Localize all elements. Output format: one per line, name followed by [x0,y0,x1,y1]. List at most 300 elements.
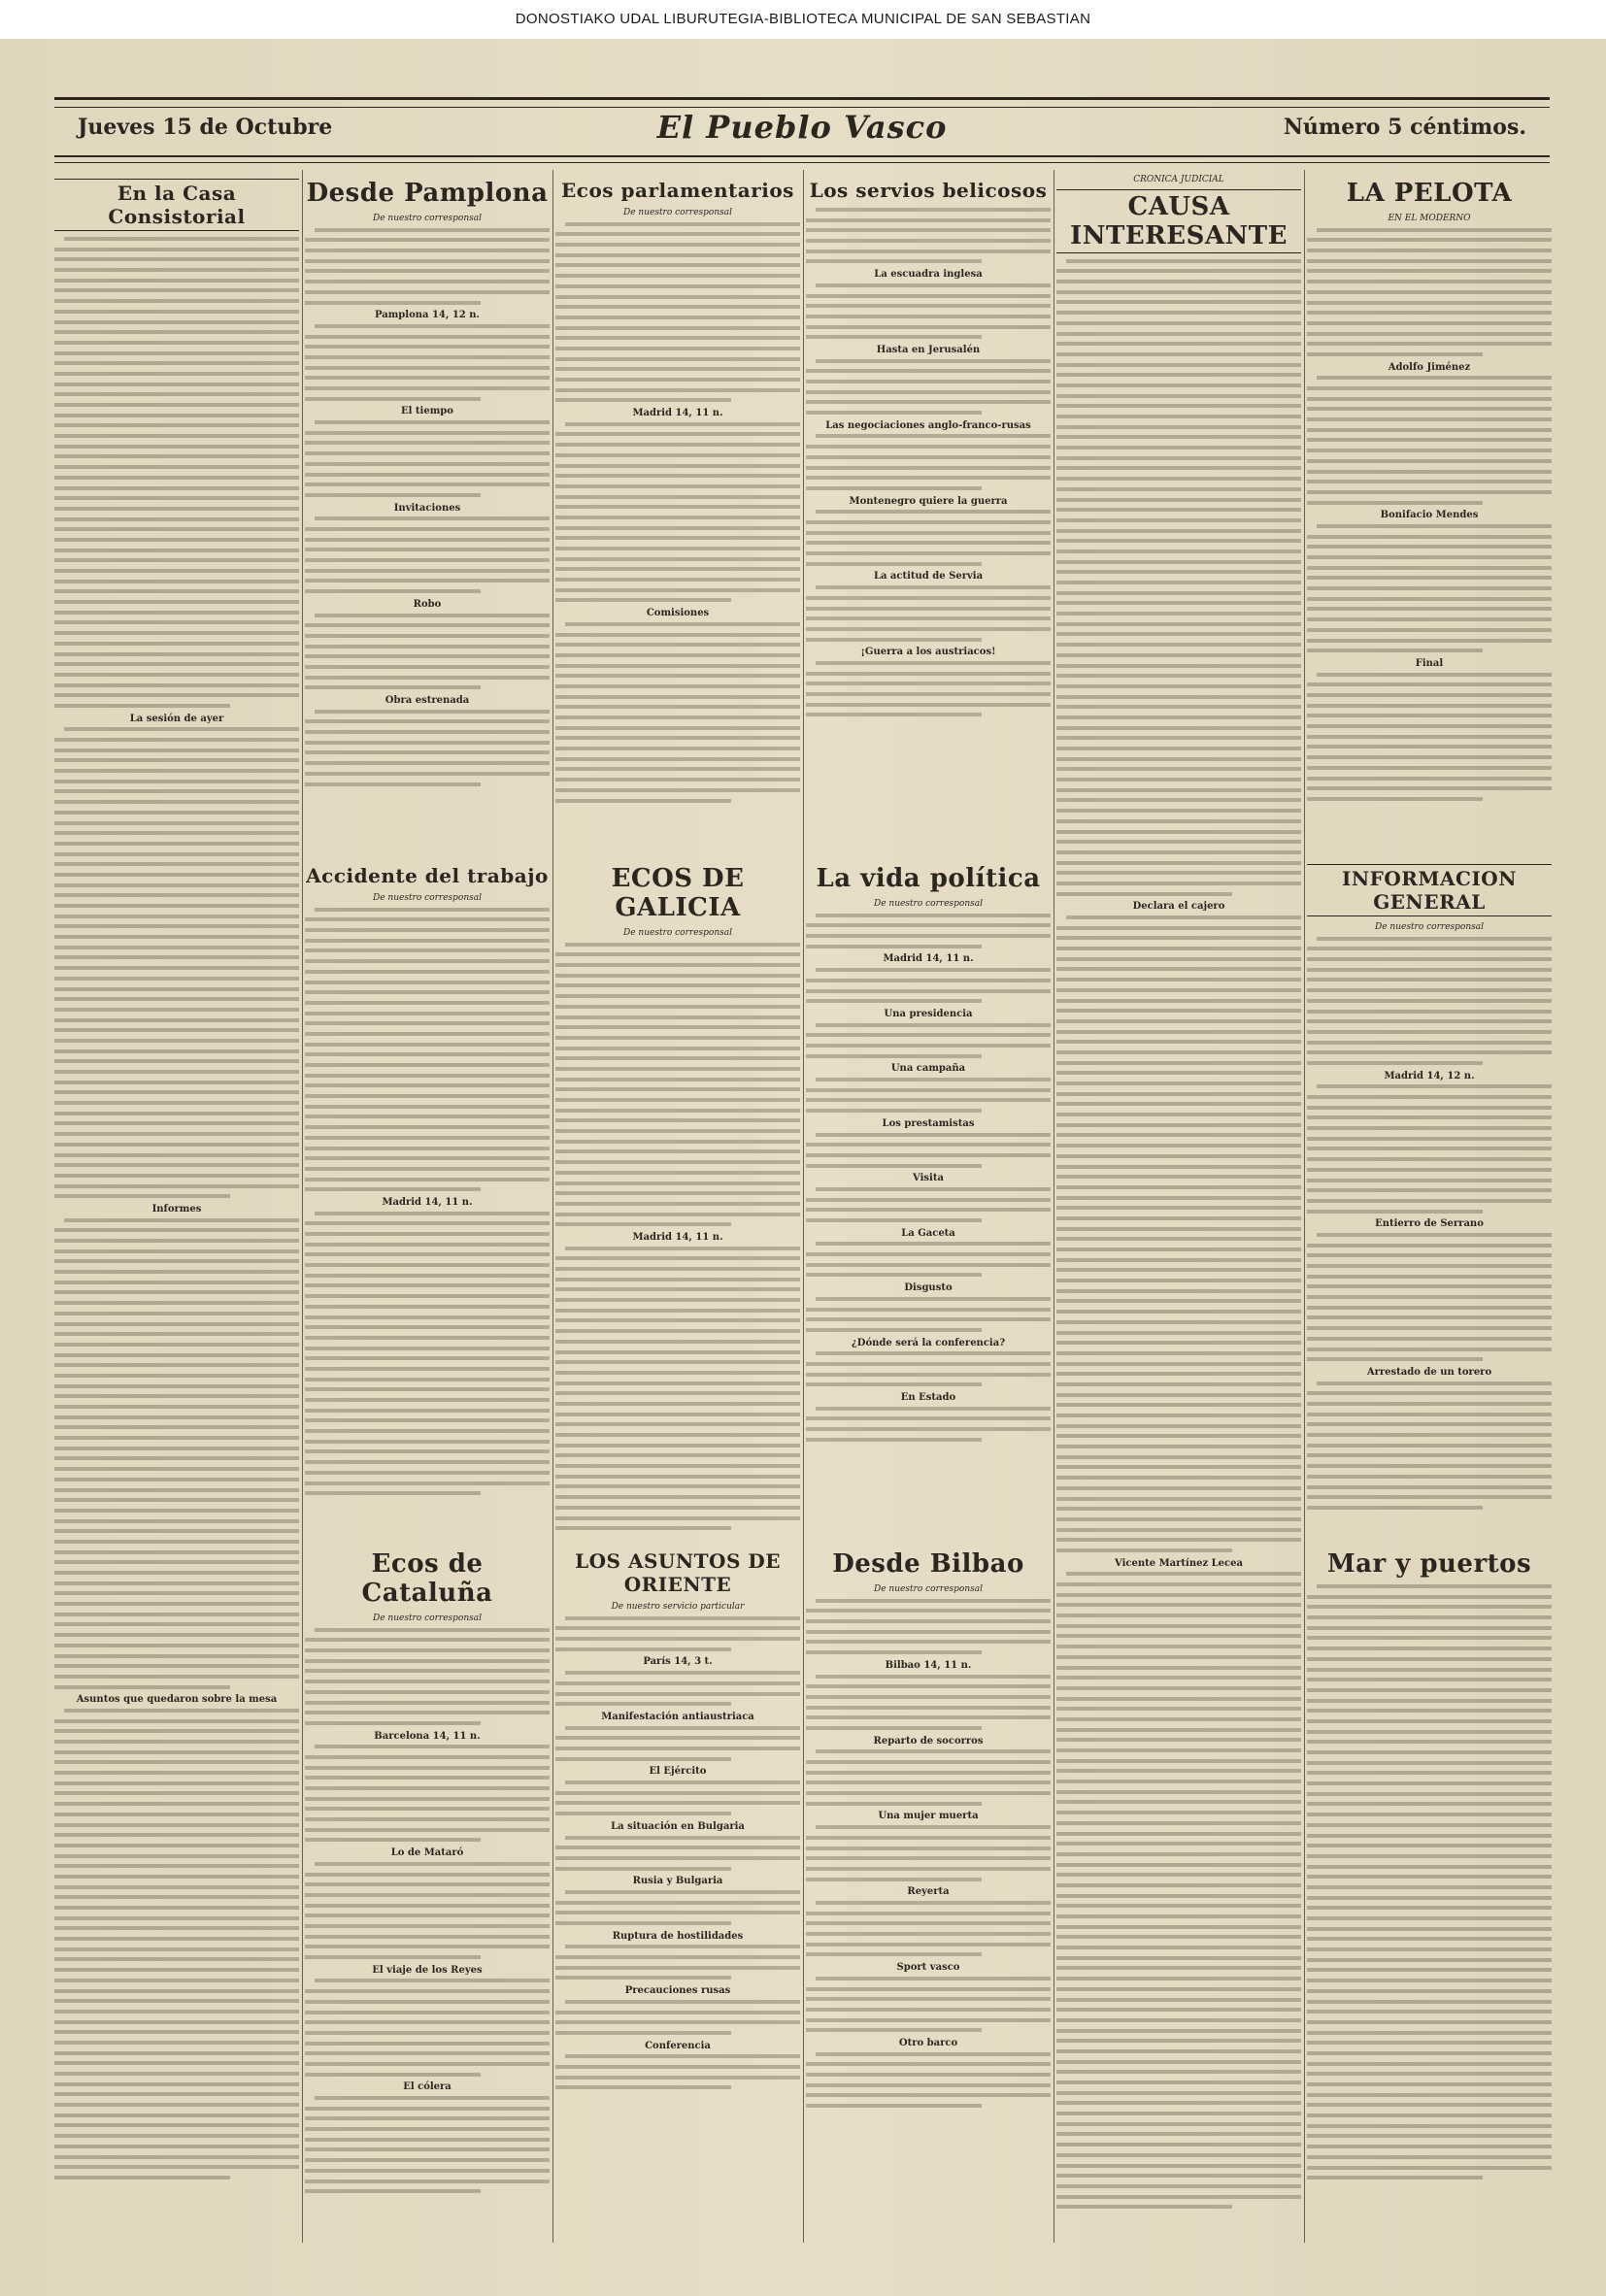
text-line [806,1878,982,1881]
text-line [565,1780,800,1784]
text-line [1307,1357,1483,1361]
text-line [555,799,731,803]
text-line [54,549,299,552]
text-line [54,1529,299,1533]
text-line [555,1475,800,1479]
text-line [806,1373,1051,1377]
text-line [555,1309,800,1313]
text-line [305,1924,550,1928]
text-line [1307,2000,1552,2004]
text-line [305,2107,550,2111]
text-line [555,1267,800,1271]
text-line [806,228,1051,232]
text-line [1056,280,1301,283]
text-line [806,541,1051,545]
text-line [1056,1935,1301,1939]
text-line [1307,988,1552,992]
text-line [806,945,982,948]
text-line [806,2062,1051,2066]
text-line [1307,1244,1552,1248]
text-line [1056,1759,1301,1763]
subheading: Rusia y Bulgaria [632,1876,723,1887]
article-headline: Los servios belicosos [809,179,1048,202]
subheading: La Gaceta [901,1227,955,1239]
text-line [1307,777,1552,781]
text-line [1056,1821,1301,1825]
text-line [1307,1402,1552,1406]
text-line [1056,1603,1301,1607]
text-line [806,1153,1051,1157]
text-line [1056,1914,1301,1918]
text-line [305,1001,550,1005]
text-line [1056,1873,1301,1877]
text-line [315,420,550,424]
text-line [54,1560,299,1564]
text-line [305,1913,550,1917]
text-line [54,769,299,773]
text-line [54,862,299,866]
text-line [1056,1645,1301,1648]
text-line [806,562,982,566]
text-line [305,2031,550,2035]
subheading: La escuadra inglesa [874,269,983,281]
text-line [54,2072,299,2076]
text-line [305,1156,550,1160]
text-line [1307,1264,1552,1268]
text-line [1056,643,1301,647]
text-line [555,1681,800,1685]
text-line [806,1208,1051,1212]
text-line [555,1213,800,1216]
text-line [54,1509,299,1513]
text-line [305,2189,481,2193]
text-line [806,682,1051,685]
text-line [54,434,299,438]
text-line [816,208,1051,212]
text-line [1056,1185,1301,1189]
text-line [1056,591,1301,595]
text-line [305,1083,550,1087]
text-line [555,1005,800,1009]
text-line [54,1018,299,1022]
text-line [1056,1320,1301,1324]
text-line [1307,1253,1552,1257]
text-line [555,516,800,519]
text-line [1056,2122,1301,2126]
text-line [806,607,1051,611]
text-line [54,2041,299,2045]
text-line [1056,967,1301,971]
text-line [1056,1299,1301,1303]
text-line [1056,1455,1301,1459]
text-line [806,672,1051,676]
text-line [54,1394,299,1398]
text-line [1056,1593,1301,1597]
text-line [305,970,550,974]
column-6 [1307,175,1552,2243]
text-line [305,462,550,466]
text-line [555,557,800,561]
text-line [54,1436,299,1440]
subheading: Robo [413,598,442,610]
text-line [1307,545,1552,549]
text-line [806,1427,1051,1431]
text-line [565,1836,800,1840]
text-line [1307,397,1552,401]
text-line [1307,1615,1552,1619]
subheading: El cólera [403,2081,452,2093]
text-line [54,288,299,292]
text-line [1056,1362,1301,1366]
text-line [555,1056,800,1060]
text-line [1056,1434,1301,1438]
text-line [806,2093,1051,2097]
text-line [54,1875,299,1879]
text-line [1307,649,1483,652]
text-line [806,411,982,415]
text-line [54,904,299,908]
text-line [305,665,550,669]
text-line [305,1690,550,1694]
text-line [1307,1989,1552,1993]
text-line [315,1862,550,1866]
article [555,1546,800,2231]
text-line [1056,1987,1301,1991]
text-line [1056,373,1301,377]
text-line [1317,673,1552,677]
text-line [1307,501,1483,505]
text-line [806,1198,1051,1202]
text-line [816,283,1051,287]
text-line [1307,428,1552,432]
text-line [1056,1351,1301,1355]
text-line [1307,1295,1552,1299]
article-headline: En la Casa Consistorial [54,179,299,231]
text-line [305,1721,481,1725]
text-line [555,1526,731,1530]
text-line [816,1242,1051,1246]
text-line [555,1036,800,1040]
text-line [555,1444,800,1447]
text-line [305,1955,481,1959]
text-line [54,1999,299,2003]
text-line [555,2020,800,2024]
text-line [1307,1453,1552,1457]
text-line [555,232,800,236]
text-line [1056,1476,1301,1480]
text-line [1056,1686,1301,1690]
subheading: Declara el cajero [1132,901,1225,913]
text-line [305,1367,550,1371]
text-line [565,422,800,426]
text-line [806,476,1051,480]
text-line [1056,1175,1301,1179]
article [555,175,800,860]
text-line [1307,1885,1552,1889]
text-line [54,1425,299,1429]
text-line [54,831,299,835]
text-line [1307,786,1552,790]
text-line [315,1628,550,1632]
text-line [1056,1206,1301,1210]
text-line [54,527,299,531]
text-line [54,1979,299,1982]
text-line [54,2082,299,2086]
text-line [555,2011,800,2014]
text-line [305,1356,550,1360]
text-line [1056,290,1301,294]
text-line [305,2169,550,2173]
article-headline: LOS ASUNTOS DE ORIENTE [575,1549,781,1596]
text-line [305,1460,550,1464]
text-line [806,1847,1051,1850]
text-line [305,981,550,984]
text-line [305,2116,550,2120]
text-line [305,473,550,477]
text-line [1056,947,1301,950]
text-line [54,2134,299,2138]
text-line [1056,2039,1301,2043]
text-line [555,1087,800,1091]
text-line [54,800,299,804]
byline: De nuestro corresponsal [1375,922,1484,932]
article [305,860,550,1546]
text-line [555,1464,800,1468]
byline: De nuestro corresponsal [623,208,732,217]
text-line [1307,2134,1552,2138]
text-line [54,383,299,386]
text-line [305,1418,550,1422]
text-line [1307,1433,1552,1437]
text-line [54,977,299,981]
text-line [1056,508,1301,512]
text-line [1056,363,1301,367]
text-line [305,1043,550,1047]
text-line [54,2176,230,2180]
text-line [1307,1284,1552,1288]
text-line [1056,840,1301,844]
text-line [305,1429,550,1433]
text-line [555,1422,800,1426]
subheading: Reyerta [907,1886,950,1898]
text-line [1307,978,1552,982]
text-line [305,2062,550,2066]
text-line [565,1726,800,1730]
text-line [1307,1475,1552,1479]
text-line [54,414,299,417]
text-line [305,1491,481,1495]
text-line [1307,745,1552,749]
text-line [555,305,800,309]
text-line [315,1212,550,1215]
text-line [1056,1237,1301,1241]
text-line [816,1023,1051,1027]
subheading: Vicente Martínez Lecea [1115,1557,1243,1569]
text-line [806,596,1051,600]
text-line [1307,1422,1552,1426]
text-line [54,1864,299,1868]
subheading: Bonifacio Mendes [1380,510,1479,521]
text-line [1307,755,1552,759]
text-line [555,1171,800,1175]
text-line [305,2020,550,2024]
text-line [1056,342,1301,346]
subheading: Madrid 14, 11 n. [632,408,723,419]
text-line [806,1044,1051,1048]
text-line [1307,1126,1552,1130]
text-line [54,2020,299,2024]
text-line [54,1478,299,1481]
text-line [54,1239,299,1243]
text-line [1307,269,1552,273]
text-line [1307,1740,1552,1744]
article [1307,175,1552,860]
text-line [555,2031,731,2035]
text-line [1056,1676,1301,1680]
text-line [1056,736,1301,740]
text-line [305,959,550,963]
text-line [1307,1750,1552,1754]
text-line [54,1456,299,1460]
text-line [54,299,299,303]
text-line [1056,1258,1301,1262]
text-line [64,1709,299,1713]
text-line [305,280,550,283]
text-line [1056,767,1301,771]
text-line [555,1637,800,1641]
text-line [54,1740,299,1744]
text-line [806,979,1051,982]
text-line [806,2028,982,2032]
text-line [555,263,800,267]
text-line [54,1591,299,1595]
text-line [305,1378,550,1381]
text-line [54,2010,299,2013]
text-line [54,1447,299,1450]
text-line [1307,1137,1552,1141]
text-line [1307,1834,1552,1838]
library-banner: DONOSTIAKO UDAL LIBURUTEGIA-BIBLIOTECA MUNICIPAL DE SAN SEBASTIAN [0,0,1606,39]
text-line [305,1945,550,1948]
text-line [1056,1030,1301,1034]
text-line [1056,1946,1301,1949]
text-line [1307,1019,1552,1023]
text-line [565,2000,800,2004]
text-line [555,1381,800,1385]
text-line [806,616,1051,620]
text-line [1056,1144,1301,1148]
text-line [806,1987,1051,1991]
text-line [555,1360,800,1364]
text-line [1056,926,1301,930]
text-line [1307,1115,1552,1119]
text-line [806,1791,1051,1795]
text-line [1056,1832,1301,1836]
text-line [1056,2018,1301,2022]
text-line [54,1622,299,1626]
text-line [555,1647,731,1651]
text-line [1056,1998,1301,2002]
text-line [305,355,550,359]
text-line [54,1844,299,1847]
text-line [1317,937,1552,941]
text-line [806,400,1051,404]
text-line [54,1519,299,1523]
text-line [555,598,731,602]
text-line [54,1823,299,1827]
text-line [305,301,481,305]
text-line [555,1118,800,1122]
text-line [54,758,299,762]
text-line [1056,2174,1301,2178]
text-line [555,2065,800,2069]
article [806,860,1051,1546]
text-line [305,1167,550,1171]
text-line [54,704,230,708]
masthead [54,109,1550,151]
text-line [555,736,800,740]
text-line [54,997,299,1001]
text-line [305,1882,550,1886]
section-kicker: CRÓNICA JUDICIAL [1133,175,1224,184]
text-line [806,1997,1051,2001]
text-line [1056,2101,1301,2105]
text-line [1307,1157,1552,1161]
text-line [555,643,800,647]
text-line [1056,999,1301,1003]
text-line [1307,1179,1552,1182]
text-line [1307,386,1552,390]
text-line [806,1273,982,1277]
text-line [1056,798,1301,802]
article-headline: Ecos de Cataluña [361,1549,493,1608]
text-line [1056,1790,1301,1794]
subheading: Bilbao 14, 11 n. [885,1659,972,1671]
text-line [315,516,550,520]
text-line [1056,871,1301,875]
text-line [1307,1636,1552,1640]
text-line [305,782,481,786]
text-line [1056,1507,1301,1511]
text-line [1056,601,1301,605]
subheading: El viaje de los Reyes [372,1964,483,1976]
text-line [54,1602,299,1606]
text-line [1056,487,1301,491]
text-line [816,510,1051,514]
text-line [816,1297,1051,1301]
text-line [1056,978,1301,982]
text-line [555,1433,800,1437]
text-line [305,249,550,252]
text-line [305,2000,550,2004]
masthead-top-rule [54,97,1550,108]
text-line [1307,957,1552,961]
text-line [54,257,299,261]
text-line [305,2147,550,2151]
article [305,1546,550,2231]
text-line [555,1371,800,1375]
text-line [806,2104,982,2108]
text-line [1307,470,1552,474]
text-line [806,2083,1051,2087]
text-line [1307,2062,1552,2066]
text-line [54,1290,299,1294]
text-line [555,567,800,571]
text-line [1307,342,1552,346]
text-line [1056,1624,1301,1628]
text-line [1307,1730,1552,1734]
text-line [305,1817,550,1821]
